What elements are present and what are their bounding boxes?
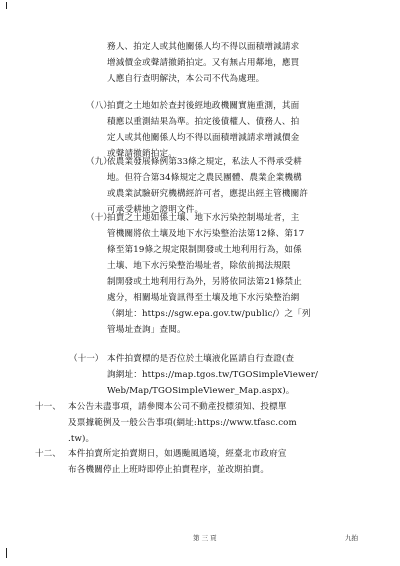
text-line: （網址：https://sgw.epa.gov.tw/public/）之「列 xyxy=(107,309,311,319)
text-line: 或聲請撤銷拍定。 xyxy=(107,149,177,159)
text-line: 或農業試驗研究機構經許可者，應提出經主管機關許 xyxy=(107,189,309,199)
page-edge-mark-bottom xyxy=(6,548,7,558)
section-number: 九拍 xyxy=(345,534,358,542)
item-marker: 十一、 xyxy=(35,402,61,412)
page-edge-mark-top xyxy=(6,2,7,9)
item-marker: （九） xyxy=(86,157,112,167)
text-line: 管機關將依土壤及地下水污染整治法第12條、第17 xyxy=(107,229,305,239)
text-line: .tw)。 xyxy=(68,434,95,444)
text-line: 可承受耕地之證明文件。 xyxy=(107,205,204,215)
text-line: 管場址查詢」查閱。 xyxy=(107,325,186,335)
text-line: 本公告未盡事項，請參閱本公司不動產投標須知、投標單 xyxy=(68,402,287,412)
text-line: Web/Map/TGOSimpleViewer_Map.aspx)。 xyxy=(107,386,295,396)
text-line: 拍賣之土地如於查封後經地政機關實施重測，其面 xyxy=(107,101,300,111)
text-line: 本件拍賣標的是否位於土壤液化區請自行查證(查 xyxy=(107,354,295,364)
text-line: 人應自行查明解決，本公司不代為處理。 xyxy=(107,74,265,84)
text-line: 務人、拍定人或其他關係人均不得以面積增減請求 xyxy=(107,42,300,52)
item-marker: （八） xyxy=(86,101,112,111)
text-line: 處分，相關場址資訊得至土壤及地下水污染整治網 xyxy=(107,293,300,303)
text-line: 條至第19條之規定限制開發或土地利用行為，如係 xyxy=(107,245,302,255)
text-line: 地。但符合第34條規定之農民團體、農業企業機構 xyxy=(107,173,302,183)
item-marker: （十） xyxy=(86,213,112,223)
item-marker: （十一） xyxy=(69,354,104,364)
text-line: 及票據範例及一般公告事項(網址:https://www.tfasc.com xyxy=(68,418,297,428)
text-line: 詢網址：https://map.tgos.tw/TGOSimpleViewer/ xyxy=(107,370,318,380)
text-line: 增減價金或聲請撤銷拍定。又有無占用鄰地，應買 xyxy=(107,58,300,68)
text-line: 拍賣之土地如係土壤、地下水污染控制場址者，主 xyxy=(107,213,300,223)
text-line: 積應以重測結果為準。拍定後債權人、債務人、拍 xyxy=(107,117,300,127)
text-line: 本件拍賣所定拍賣期日，如遇颱風過境，經臺北市政府宣 xyxy=(68,449,287,459)
text-line: 定人或其他關係人均不得以面積增減請求增減價金 xyxy=(107,133,300,143)
page-number: 第 三 頁 xyxy=(193,534,217,542)
text-line: 土壤、地下水污染整治場址者，除依前揭法規限 xyxy=(107,261,291,271)
text-line: 依農業發展條例第33條之規定，私法人不得承受耕 xyxy=(107,157,302,167)
text-line: 布各機關停止上班時即停止拍賣程序，並改期拍賣。 xyxy=(68,465,270,475)
item-marker: 十二、 xyxy=(35,449,61,459)
text-line: 制開發或土地利用行為外，另將依同法第21條禁止 xyxy=(107,277,302,287)
